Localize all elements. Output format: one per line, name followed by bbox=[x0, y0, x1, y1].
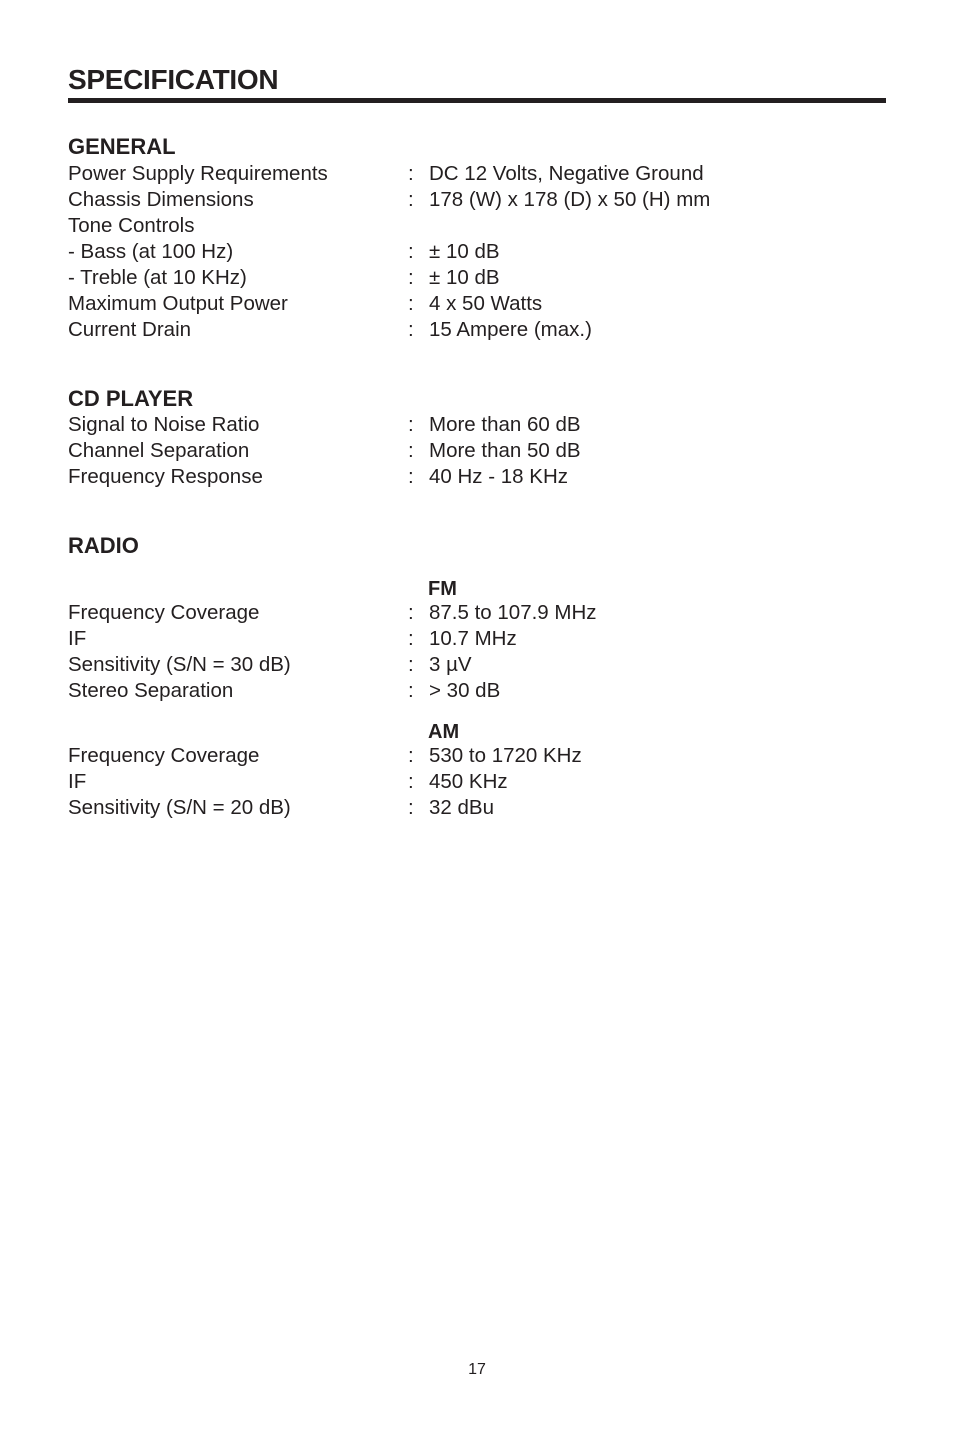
spec-value: 87.5 to 107.9 MHz bbox=[429, 601, 597, 624]
spec-colon: : bbox=[408, 679, 414, 702]
spec-label: IF bbox=[68, 770, 87, 793]
spec-value: More than 60 dB bbox=[429, 413, 581, 436]
title-rule bbox=[68, 98, 886, 103]
spec-colon: : bbox=[408, 292, 414, 315]
spec-value: 178 (W) x 178 (D) x 50 (H) mm bbox=[429, 188, 711, 211]
spec-label: Maximum Output Power bbox=[68, 292, 288, 315]
spec-colon: : bbox=[408, 413, 414, 436]
spec-label: Channel Separation bbox=[68, 439, 250, 462]
spec-label: Power Supply Requirements bbox=[68, 162, 328, 185]
spec-colon: : bbox=[408, 465, 414, 488]
spec-colon: : bbox=[408, 318, 414, 341]
spec-label: Sensitivity (S/N = 20 dB) bbox=[68, 796, 291, 819]
spec-colon: : bbox=[408, 770, 414, 793]
spec-value: 10.7 MHz bbox=[429, 627, 517, 650]
spec-colon: : bbox=[408, 796, 414, 819]
spec-value: > 30 dB bbox=[429, 679, 501, 702]
spec-label: Frequency Coverage bbox=[68, 601, 260, 624]
spec-label: Frequency Response bbox=[68, 465, 263, 488]
spec-value: 3 µV bbox=[429, 653, 472, 676]
spec-value: 32 dBu bbox=[429, 796, 494, 819]
general-heading: GENERAL bbox=[68, 134, 176, 159]
page-title: SPECIFICATION bbox=[68, 64, 279, 95]
spec-label: Signal to Noise Ratio bbox=[68, 413, 260, 436]
page-number: 17 bbox=[468, 1361, 486, 1378]
spec-colon: : bbox=[408, 601, 414, 624]
spec-label: Frequency Coverage bbox=[68, 744, 260, 767]
cd-player-heading: CD PLAYER bbox=[68, 386, 194, 411]
spec-value: ± 10 dB bbox=[429, 266, 500, 289]
spec-colon: : bbox=[408, 188, 414, 211]
spec-value: 450 KHz bbox=[429, 770, 508, 793]
spec-label: Current Drain bbox=[68, 318, 192, 341]
spec-value: ± 10 dB bbox=[429, 240, 500, 263]
spec-colon: : bbox=[408, 266, 414, 289]
spec-colon: : bbox=[408, 439, 414, 462]
spec-value: 15 Ampere (max.) bbox=[429, 318, 592, 341]
radio-heading: RADIO bbox=[68, 533, 139, 558]
am-band-label: AM bbox=[428, 721, 460, 743]
spec-colon: : bbox=[408, 744, 414, 767]
spec-label: Tone Controls bbox=[68, 214, 195, 237]
spec-label: Chassis Dimensions bbox=[68, 188, 254, 211]
spec-value: 530 to 1720 KHz bbox=[429, 744, 582, 767]
spec-label: Stereo Separation bbox=[68, 679, 234, 702]
spec-colon: : bbox=[408, 240, 414, 263]
spec-label: - Treble (at 10 KHz) bbox=[68, 266, 247, 289]
spec-value: 40 Hz - 18 KHz bbox=[429, 465, 568, 488]
spec-colon: : bbox=[408, 627, 414, 650]
spec-value: DC 12 Volts, Negative Ground bbox=[429, 162, 704, 185]
spec-value: More than 50 dB bbox=[429, 439, 581, 462]
spec-colon: : bbox=[408, 653, 414, 676]
spec-label: - Bass (at 100 Hz) bbox=[68, 240, 234, 263]
fm-band-label: FM bbox=[428, 578, 457, 600]
spec-value: 4 x 50 Watts bbox=[429, 292, 543, 315]
spec-label: IF bbox=[68, 627, 87, 650]
spec-label: Sensitivity (S/N = 30 dB) bbox=[68, 653, 291, 676]
spec-colon: : bbox=[408, 162, 414, 185]
